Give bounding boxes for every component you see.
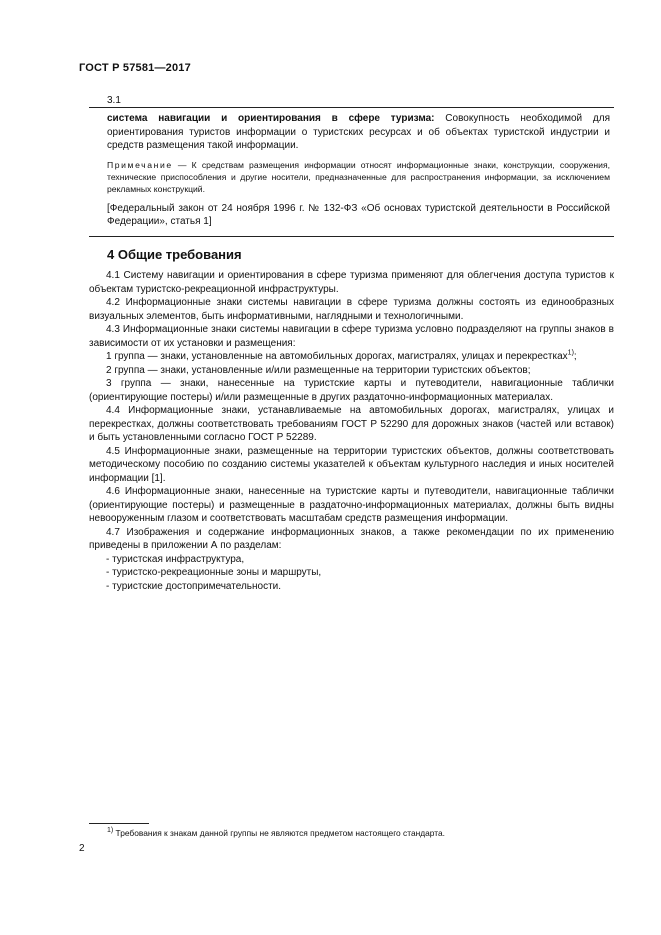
footnote-reference: 1): [567, 349, 574, 357]
section-body: [89, 269, 614, 593]
paragraph-4-5: 4.5 Информационные знаки, размещенные на территории туристских объектов, должны соответствовать методическому пособию по созданию системы указателей к объектам культурного наследия и иных носителей информации [1].: [89, 445, 614, 484]
term-definition-box: [89, 107, 614, 237]
note-label: Примечание: [107, 159, 173, 170]
paragraph-4-3: 4.3 Информационные знаки системы навигации в сфере туризма условно подразделяют на группы знаков в зависимости от их установки и размещения:: [89, 324, 614, 349]
footnote-text: Требования к знакам данной группы не являются предметом настоящего стандарта.: [113, 828, 445, 838]
footnote: [107, 828, 445, 838]
group-1-item: [89, 350, 614, 364]
term-number: 3.1: [107, 95, 121, 106]
term-source: [Федеральный закон от 24 ноября 1996 г. № 132-ФЗ «Об основах туристской деятельности в Российской Федерации», статья 1]: [107, 202, 610, 227]
page-number: 2: [79, 843, 85, 854]
note-text: — К средствам размещения информации относят информационные знаки, конструкции, сооружения, технические приспособления и другие носители, предназначенные для распространения информации, за исключением рекламных конструкций.: [107, 159, 610, 194]
paragraph-4-1: 4.1 Систему навигации и ориентирования в сфере туризма применяют для облегчения доступа туристов к объектам туристско-рекреационной инфраструктуры.: [89, 270, 614, 295]
list-item: - туристская инфраструктура,: [106, 553, 245, 565]
term-definition-text: Совокупность необходимой для ориентирования туристов информации о туристских ресурсах и об объектах туристской индустрии и средств размещения такой информации.: [107, 113, 610, 151]
paragraph-4-2: 4.2 Информационные знаки системы навигации в сфере туризма должны состоять из единообразных визуальных элементов, быть информативными, наглядными и технологичными.: [89, 297, 614, 322]
group-1-end: ;: [573, 351, 577, 362]
list-item: - туристско-рекреационные зоны и маршруты,: [106, 567, 322, 578]
term-definition: [107, 112, 610, 153]
paragraph-4-6: 4.6 Информационные знаки, нанесенные на туристские карты и путеводители, навигационные таблички (ориентирующие постеры) и размещенные в раздаточно-информационных материалах, должны быть видны невооруженным глазом и соответствовать масштабам средств размещения информации.: [89, 486, 614, 524]
paragraph-4-7: 4.7 Изображения и содержание информационных знаков, а также рекомендации по их применению приведены в приложении А по разделам:: [89, 526, 614, 551]
footnote-separator: [89, 823, 149, 824]
term-note: [107, 159, 610, 195]
list-item: - туристские достопримечательности.: [106, 580, 282, 592]
footnote-mark: 1): [107, 827, 114, 835]
term-name: система навигации и ориентирования в сфере туризма:: [107, 113, 435, 124]
group-1-text: 1 группа — знаки, установленные на автомобильных дорогах, магистралях, улицах и перекрестках: [106, 351, 568, 362]
section-heading: 4 Общие требования: [107, 247, 242, 262]
group-2-item: 2 группа — знаки, установленные и/или размещенные на территории туристских объектов;: [106, 364, 531, 376]
document-header: ГОСТ Р 57581—2017: [79, 62, 191, 74]
group-3-item: 3 группа — знаки, нанесенные на туристские карты и путеводители, навигационные таблички (ориентирующие постеры) и/или размещенные в других раздаточно-информационных материалах.: [89, 378, 614, 403]
paragraph-4-4: 4.4 Информационные знаки, устанавливаемые на автомобильных дорогах, магистралях, улицах и перекрестках, должны соответствовать требованиям ГОСТ Р 52290 для дорожных знаков (частей или вставок) и быть установленными согласно ГОСТ Р 52289.: [89, 405, 614, 443]
